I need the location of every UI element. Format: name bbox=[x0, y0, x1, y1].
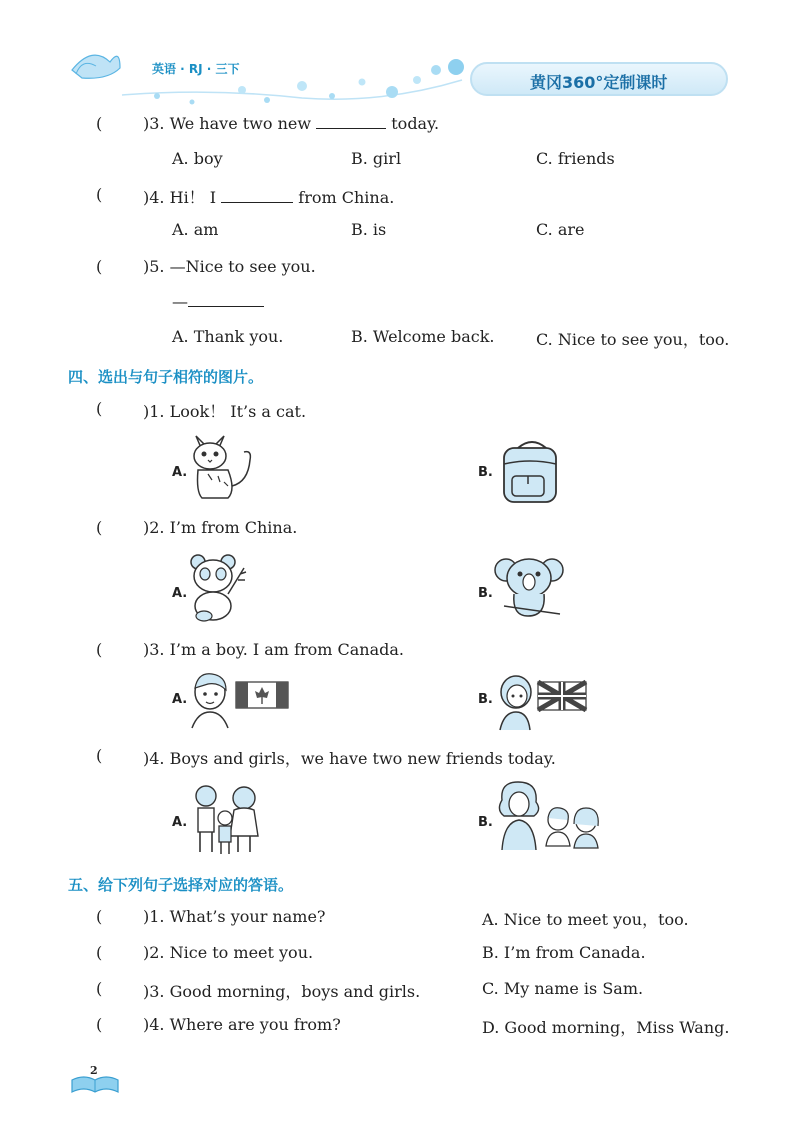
picture-question-4: )4. Boys and girls，we have two new friends today. bbox=[143, 749, 556, 768]
picture-question-1: )1. Look！ It’s a cat. bbox=[143, 402, 307, 421]
picture-question-3: )3. I’m a boy. I am from Canada. bbox=[143, 640, 405, 659]
section-4-heading: 四、选出与句子相符的图片。 bbox=[68, 368, 264, 386]
koala-picture-icon[interactable] bbox=[494, 552, 566, 622]
option-b[interactable]: B. girl bbox=[351, 149, 402, 168]
match-answer-c: C. My name is Sam. bbox=[482, 979, 644, 998]
answer-paren[interactable]: ( bbox=[96, 1015, 103, 1034]
option-b-label[interactable]: B. bbox=[478, 692, 493, 707]
answer-paren[interactable]: ( bbox=[96, 943, 103, 962]
teacher-and-children-picture-icon[interactable] bbox=[496, 780, 606, 852]
option-a-label[interactable]: A. bbox=[172, 465, 188, 480]
answer-paren[interactable]: ( bbox=[96, 257, 103, 276]
panda-picture-icon[interactable] bbox=[188, 550, 254, 622]
question-number: )3. bbox=[143, 114, 165, 133]
series-badge-label: 黄冈360°定制课时 bbox=[530, 73, 668, 92]
match-answer-d: D. Good morning，Miss Wang. bbox=[482, 1018, 730, 1037]
answer-paren[interactable]: ( bbox=[96, 979, 103, 998]
option-b[interactable]: B. is bbox=[351, 220, 387, 239]
girl-with-uk-flag-icon[interactable] bbox=[498, 672, 590, 732]
answer-paren[interactable]: ( bbox=[96, 399, 103, 418]
match-question-4: )4. Where are you from? bbox=[143, 1015, 341, 1034]
section-5-heading: 五、给下列句子选择对应的答语。 bbox=[68, 876, 294, 894]
backpack-picture-icon[interactable] bbox=[500, 438, 564, 504]
match-question-1: )1. What’s your name? bbox=[143, 907, 326, 926]
answer-paren[interactable]: ( bbox=[96, 114, 103, 133]
option-a[interactable]: A. boy bbox=[172, 149, 223, 168]
picture-question-2: )2. I’m from China. bbox=[143, 518, 298, 537]
match-answer-a: A. Nice to meet you，too. bbox=[482, 910, 689, 929]
match-question-2: )2. Nice to meet you. bbox=[143, 943, 314, 962]
series-badge bbox=[470, 62, 728, 96]
answer-paren[interactable]: ( bbox=[96, 518, 103, 537]
option-a-label[interactable]: A. bbox=[172, 586, 188, 601]
butterfly-decoration-icon bbox=[62, 40, 482, 110]
question-number: )4. bbox=[143, 188, 165, 207]
option-b-label[interactable]: B. bbox=[478, 465, 493, 480]
match-question-3: )3. Good morning，boys and girls. bbox=[143, 982, 421, 1001]
answer-paren[interactable]: ( bbox=[96, 185, 103, 204]
question-4: )4. Hi！ I from China. bbox=[143, 188, 395, 207]
answer-blank[interactable] bbox=[221, 190, 293, 203]
reply-line: — bbox=[172, 292, 264, 311]
option-a[interactable]: A. am bbox=[172, 220, 219, 239]
option-a[interactable]: A. Thank you. bbox=[172, 327, 284, 346]
option-a-label[interactable]: A. bbox=[172, 692, 188, 707]
match-answer-b: B. I’m from Canada. bbox=[482, 943, 646, 962]
answer-blank[interactable] bbox=[188, 294, 264, 307]
option-b-label[interactable]: B. bbox=[478, 586, 493, 601]
question-3: )3. We have two new today. bbox=[143, 114, 440, 133]
question-number: )5. bbox=[143, 257, 165, 276]
answer-blank[interactable] bbox=[316, 116, 386, 129]
answer-paren[interactable]: ( bbox=[96, 640, 103, 659]
option-a-label[interactable]: A. bbox=[172, 815, 188, 830]
option-c[interactable]: C. are bbox=[536, 220, 585, 239]
answer-paren[interactable]: ( bbox=[96, 907, 103, 926]
option-b[interactable]: B. Welcome back. bbox=[351, 327, 495, 346]
question-5: )5. —Nice to see you. bbox=[143, 257, 316, 276]
book-subtitle: 英语 · RJ · 三下 bbox=[152, 62, 240, 76]
answer-paren[interactable]: ( bbox=[96, 746, 103, 765]
page-number: 2 bbox=[90, 1064, 98, 1077]
option-b-label[interactable]: B. bbox=[478, 815, 493, 830]
option-c[interactable]: C. Nice to see you，too. bbox=[536, 330, 730, 349]
option-c[interactable]: C. friends bbox=[536, 149, 615, 168]
cat-picture-icon[interactable] bbox=[188, 430, 258, 502]
family-picture-icon[interactable] bbox=[188, 780, 264, 858]
boy-with-canada-flag-icon[interactable] bbox=[188, 670, 292, 730]
